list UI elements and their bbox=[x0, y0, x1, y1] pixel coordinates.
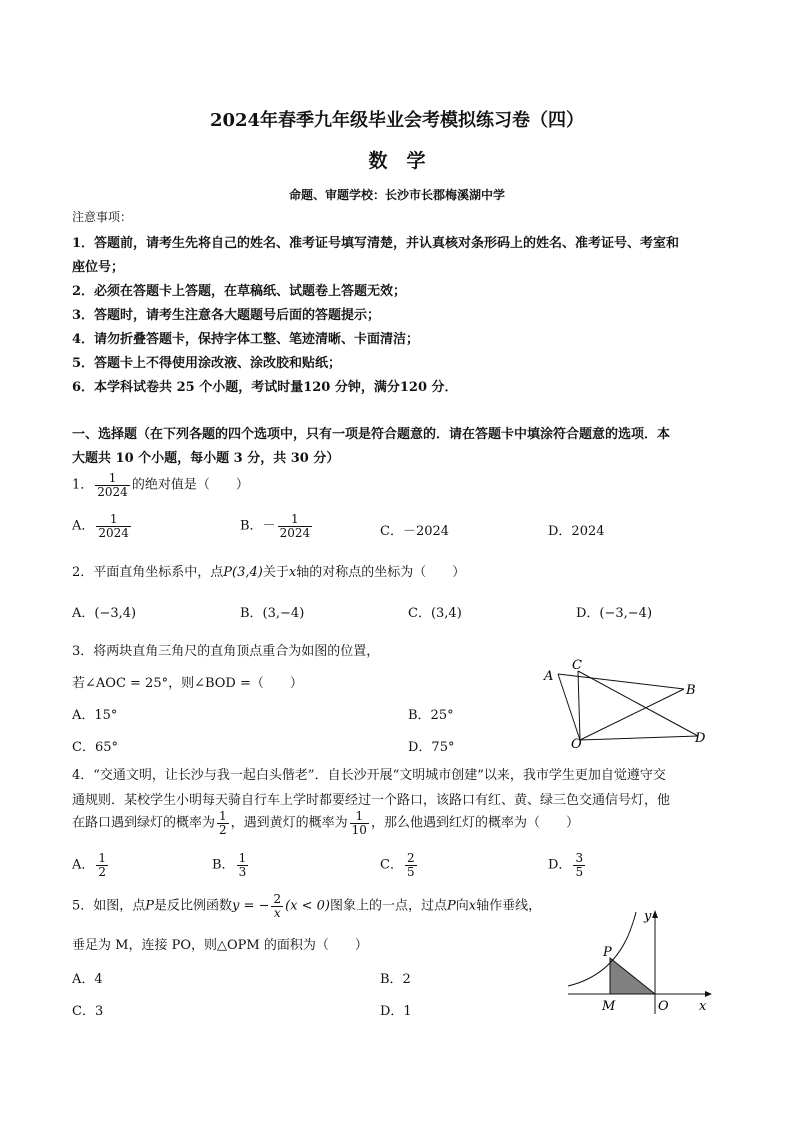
q1-option-d: D．2024 bbox=[548, 524, 605, 539]
q5-option-b: B．2 bbox=[380, 972, 411, 987]
q3-option-b: B．25° bbox=[408, 708, 454, 723]
label-c: C bbox=[572, 658, 582, 673]
note-item: 6．本学科试卷共 25 个小题，考试时量120 分钟，满分120 分． bbox=[72, 380, 458, 395]
question-3-stem-cont: 若∠AOC = 25°，则∠BOD =（ ） bbox=[72, 676, 303, 691]
note-item: 4．请勿折叠答题卡，保持字体工整、笔迹清晰、卡面清洁； bbox=[72, 332, 420, 347]
label-p: P bbox=[603, 945, 612, 960]
label-m: M bbox=[602, 999, 616, 1014]
question-4-stem-cont2: 在路口遇到绿灯的概率为 $\frac{1}{2}$ ，遇到黄灯的概率为 $\frac{1}{10}$ ，那么他遇到红灯的概率为（ ） bbox=[72, 809, 579, 837]
label-d: D bbox=[695, 731, 706, 746]
q4-option-a: A． $\frac{1}{2}$ bbox=[72, 851, 107, 879]
question-1-stem: 1． $\frac{1}{2024}$ 的绝对值是（ ） bbox=[72, 471, 249, 499]
question-2-stem: 2．平面直角坐标系中，点P(3,4)关于x轴的对称点的坐标为（ ） bbox=[72, 565, 466, 580]
x-axis-arrow bbox=[705, 991, 712, 997]
note-item: 3．答题时，请考生注意各大题题号后面的答题提示； bbox=[72, 308, 381, 323]
label-a: A bbox=[544, 669, 554, 684]
q3-option-a: A．15° bbox=[72, 708, 118, 723]
label-x: x bbox=[699, 999, 707, 1014]
note-item: 1．答题前，请考生先将自己的姓名、准考证号填写清楚，并认真核对条形码上的姓名、准考证号、考室和 bbox=[72, 236, 680, 251]
q2-option-b: B．(3,−4) bbox=[240, 606, 305, 621]
note-item: 5．答题卡上不得使用涂改液、涂改胶和贴纸； bbox=[72, 356, 342, 371]
notes-heading: 注意事项： bbox=[72, 210, 133, 224]
question-5-stem-cont: 垂足为 M，连接 PO，则△OPM 的面积为（ ） bbox=[72, 938, 368, 953]
label-y: y bbox=[644, 909, 652, 924]
section-heading: 一、选择题（在下列各题的四个选项中，只有一项是符合题意的．请在答题卡中填涂符合题意的选项．本 bbox=[72, 427, 671, 442]
subject-title: 数 学 bbox=[368, 150, 426, 172]
q3-option-c: C．65° bbox=[72, 740, 118, 755]
question-3-stem: 3．将两块直角三角尺的直角顶点重合为如图的位置， bbox=[72, 644, 380, 659]
q1-option-a: A． $\frac{1}{2024}$ bbox=[72, 512, 129, 540]
question-5-stem: 5．如图，点P是反比例函数y = − $\frac{2}{x}$ (x < 0)图象上的一点，过点P向x轴作垂线， bbox=[72, 892, 542, 920]
q1-option-b: B．－ $\frac{1}{2024}$ bbox=[240, 512, 311, 540]
q4-option-d: D． $\frac{3}{5}$ bbox=[548, 851, 584, 879]
question-4-stem: 4．“交通文明，让长沙与我一起白头偕老”．自长沙开展“文明城市创建”以来，我市学生更加自觉遵守交 bbox=[72, 768, 666, 783]
note-item: 2．必须在答题卡上答题，在草稿纸、试题卷上答题无效； bbox=[72, 284, 407, 299]
q4-option-c: C． $\frac{2}{5}$ bbox=[380, 851, 415, 879]
q3-triangles-figure bbox=[538, 658, 718, 750]
q5-option-c: C．3 bbox=[72, 1004, 104, 1019]
q1-option-c: C．－2024 bbox=[380, 524, 450, 539]
q5-inverse-function-figure bbox=[560, 906, 718, 1018]
q2-option-d: D．(−3,−4) bbox=[576, 606, 653, 621]
author-line: 命题、审题学校：长沙市长郡梅溪湖中学 bbox=[288, 188, 505, 202]
q2-option-a: A．(−3,4) bbox=[72, 606, 137, 621]
q2-option-c: C．(3,4) bbox=[408, 606, 462, 621]
q4-option-b: B． $\frac{1}{3}$ bbox=[212, 851, 247, 879]
label-o: O bbox=[571, 737, 582, 750]
y-axis-arrow bbox=[652, 910, 658, 918]
q5-option-d: D．1 bbox=[380, 1004, 412, 1019]
note-item: 座位号； bbox=[72, 260, 125, 275]
exam-title: 2024年春季九年级毕业会考模拟练习卷（四） bbox=[209, 110, 585, 131]
label-o: O bbox=[658, 999, 669, 1014]
section-heading-cont: 大题共 10 个小题，每小题 3 分，共 30 分） bbox=[72, 451, 340, 466]
question-4-stem-cont: 通规则．某校学生小明每天骑自行车上学时都要经过一个路口，该路口有红、黄、绿三色交通信号灯，他 bbox=[72, 793, 671, 808]
label-b: B bbox=[686, 683, 696, 698]
shaded-triangle-opm bbox=[610, 958, 655, 994]
fraction: $\frac{1}{2024}$ bbox=[97, 471, 128, 499]
q5-option-a: A．4 bbox=[72, 972, 103, 987]
q3-option-d: D．75° bbox=[408, 740, 455, 755]
